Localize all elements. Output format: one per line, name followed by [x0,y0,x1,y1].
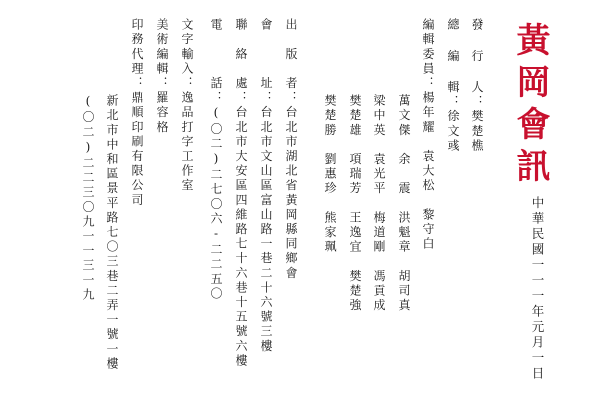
editorial-board-row-3: 梁中英 袁光平 梅道剛 馮貢成 [372,94,386,313]
editorial-board-row-2: 萬文傑 余 震 洪魁章 胡司真 [397,94,411,313]
printer-line: 印務代理：鼎順印刷有限公司 [130,18,144,208]
publisher-line: 發 行 人：樊楚樵 [470,18,484,154]
editorial-board-line: 編輯委員：楊年耀 袁大松 黎守白 [421,18,435,252]
issue-date: 中華民國一一一年元月一日 [530,196,545,382]
printer-address-line: 新北市中和區景平路七〇三巷二弄一號一樓 [105,94,119,372]
art-editor-line: 美術編輯：羅容格 [155,18,169,135]
masthead-title: 黃岡會訊 [510,22,550,190]
phone-line: 電 話：(〇二)二七〇六-二二五〇 [209,18,223,302]
publisher-org-line: 出 版 者：台北市湖北省黃岡縣同鄉會 [284,18,298,281]
contact-address-line: 聯 絡 處：台北市大安區四維路七十六巷十五號六樓 [234,18,248,369]
chief-editor-line: 總 編 輯：徐文彧 [446,18,460,154]
printer-phone-line: (〇二)二二三〇九一一三一九 [81,94,95,303]
typesetting-line: 文字輸入：逸品打字工作室 [180,18,194,194]
editorial-board-row-4: 樊楚雄 項瑞芳 王逸宜 樊楚強 [348,94,362,313]
address-line: 會 址：台北市文山區富山路一巷二十六號三樓 [259,18,273,354]
editorial-board-row-5: 樊楚勝 劉惠珍 熊家珮 [323,94,337,255]
